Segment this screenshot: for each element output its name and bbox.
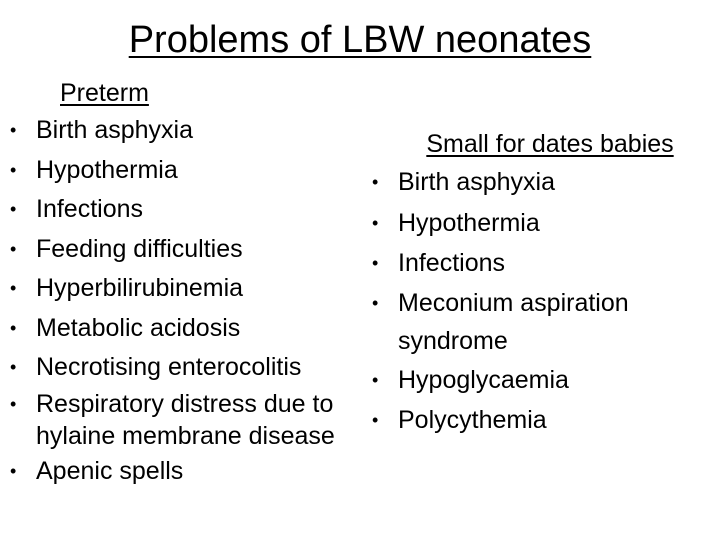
bullet-icon: • <box>10 357 17 377</box>
bullet-icon: • <box>372 410 379 430</box>
list-item: • Infections <box>372 243 712 284</box>
list-item: • Hypothermia <box>10 151 360 191</box>
bullet-icon: • <box>10 199 17 219</box>
list-item: • Infections <box>10 190 360 230</box>
bullet-icon: • <box>372 253 379 273</box>
bullet-icon: • <box>10 278 17 298</box>
bullet-icon: • <box>10 393 17 414</box>
list-item: • Respiratory distress due to hylaine membrane disease <box>10 389 335 450</box>
bullet-icon: • <box>372 292 379 313</box>
bullet-icon: • <box>10 159 17 180</box>
slide-title-text: Problems of LBW neonates <box>128 19 592 61</box>
list-item: • Birth asphyxia <box>372 162 712 203</box>
list-item: • Birth asphyxia <box>10 111 360 151</box>
list-item: • Polycythemia <box>372 400 712 441</box>
small-for-dates-column <box>372 126 712 441</box>
slide-title <box>0 16 720 64</box>
bullet-icon: • <box>372 369 379 390</box>
bullet-icon: • <box>10 120 17 140</box>
bullet-icon: • <box>10 317 17 338</box>
list-item: • Apenic spells <box>10 452 360 492</box>
list-item: • Feeding difficulties <box>10 230 360 270</box>
small-for-dates-list <box>372 162 712 441</box>
list-item: • Meconium aspiration syndrome <box>372 284 712 360</box>
preterm-list <box>10 111 360 491</box>
list-item: • Necrotising enterocolitis <box>10 348 360 388</box>
preterm-column <box>10 75 360 491</box>
bullet-icon: • <box>10 238 17 259</box>
small-for-dates-heading: Small for dates babies <box>426 130 674 158</box>
list-item: • Hypoglycaemia <box>372 360 712 401</box>
bullet-icon: • <box>372 172 379 192</box>
bullet-icon: • <box>372 212 379 233</box>
list-item: • Metabolic acidosis <box>10 309 360 349</box>
bullet-icon: • <box>10 460 17 481</box>
list-item: • Hyperbilirubinemia <box>10 269 360 309</box>
preterm-heading: Preterm <box>60 79 149 107</box>
list-item: • Hypothermia <box>372 203 712 244</box>
